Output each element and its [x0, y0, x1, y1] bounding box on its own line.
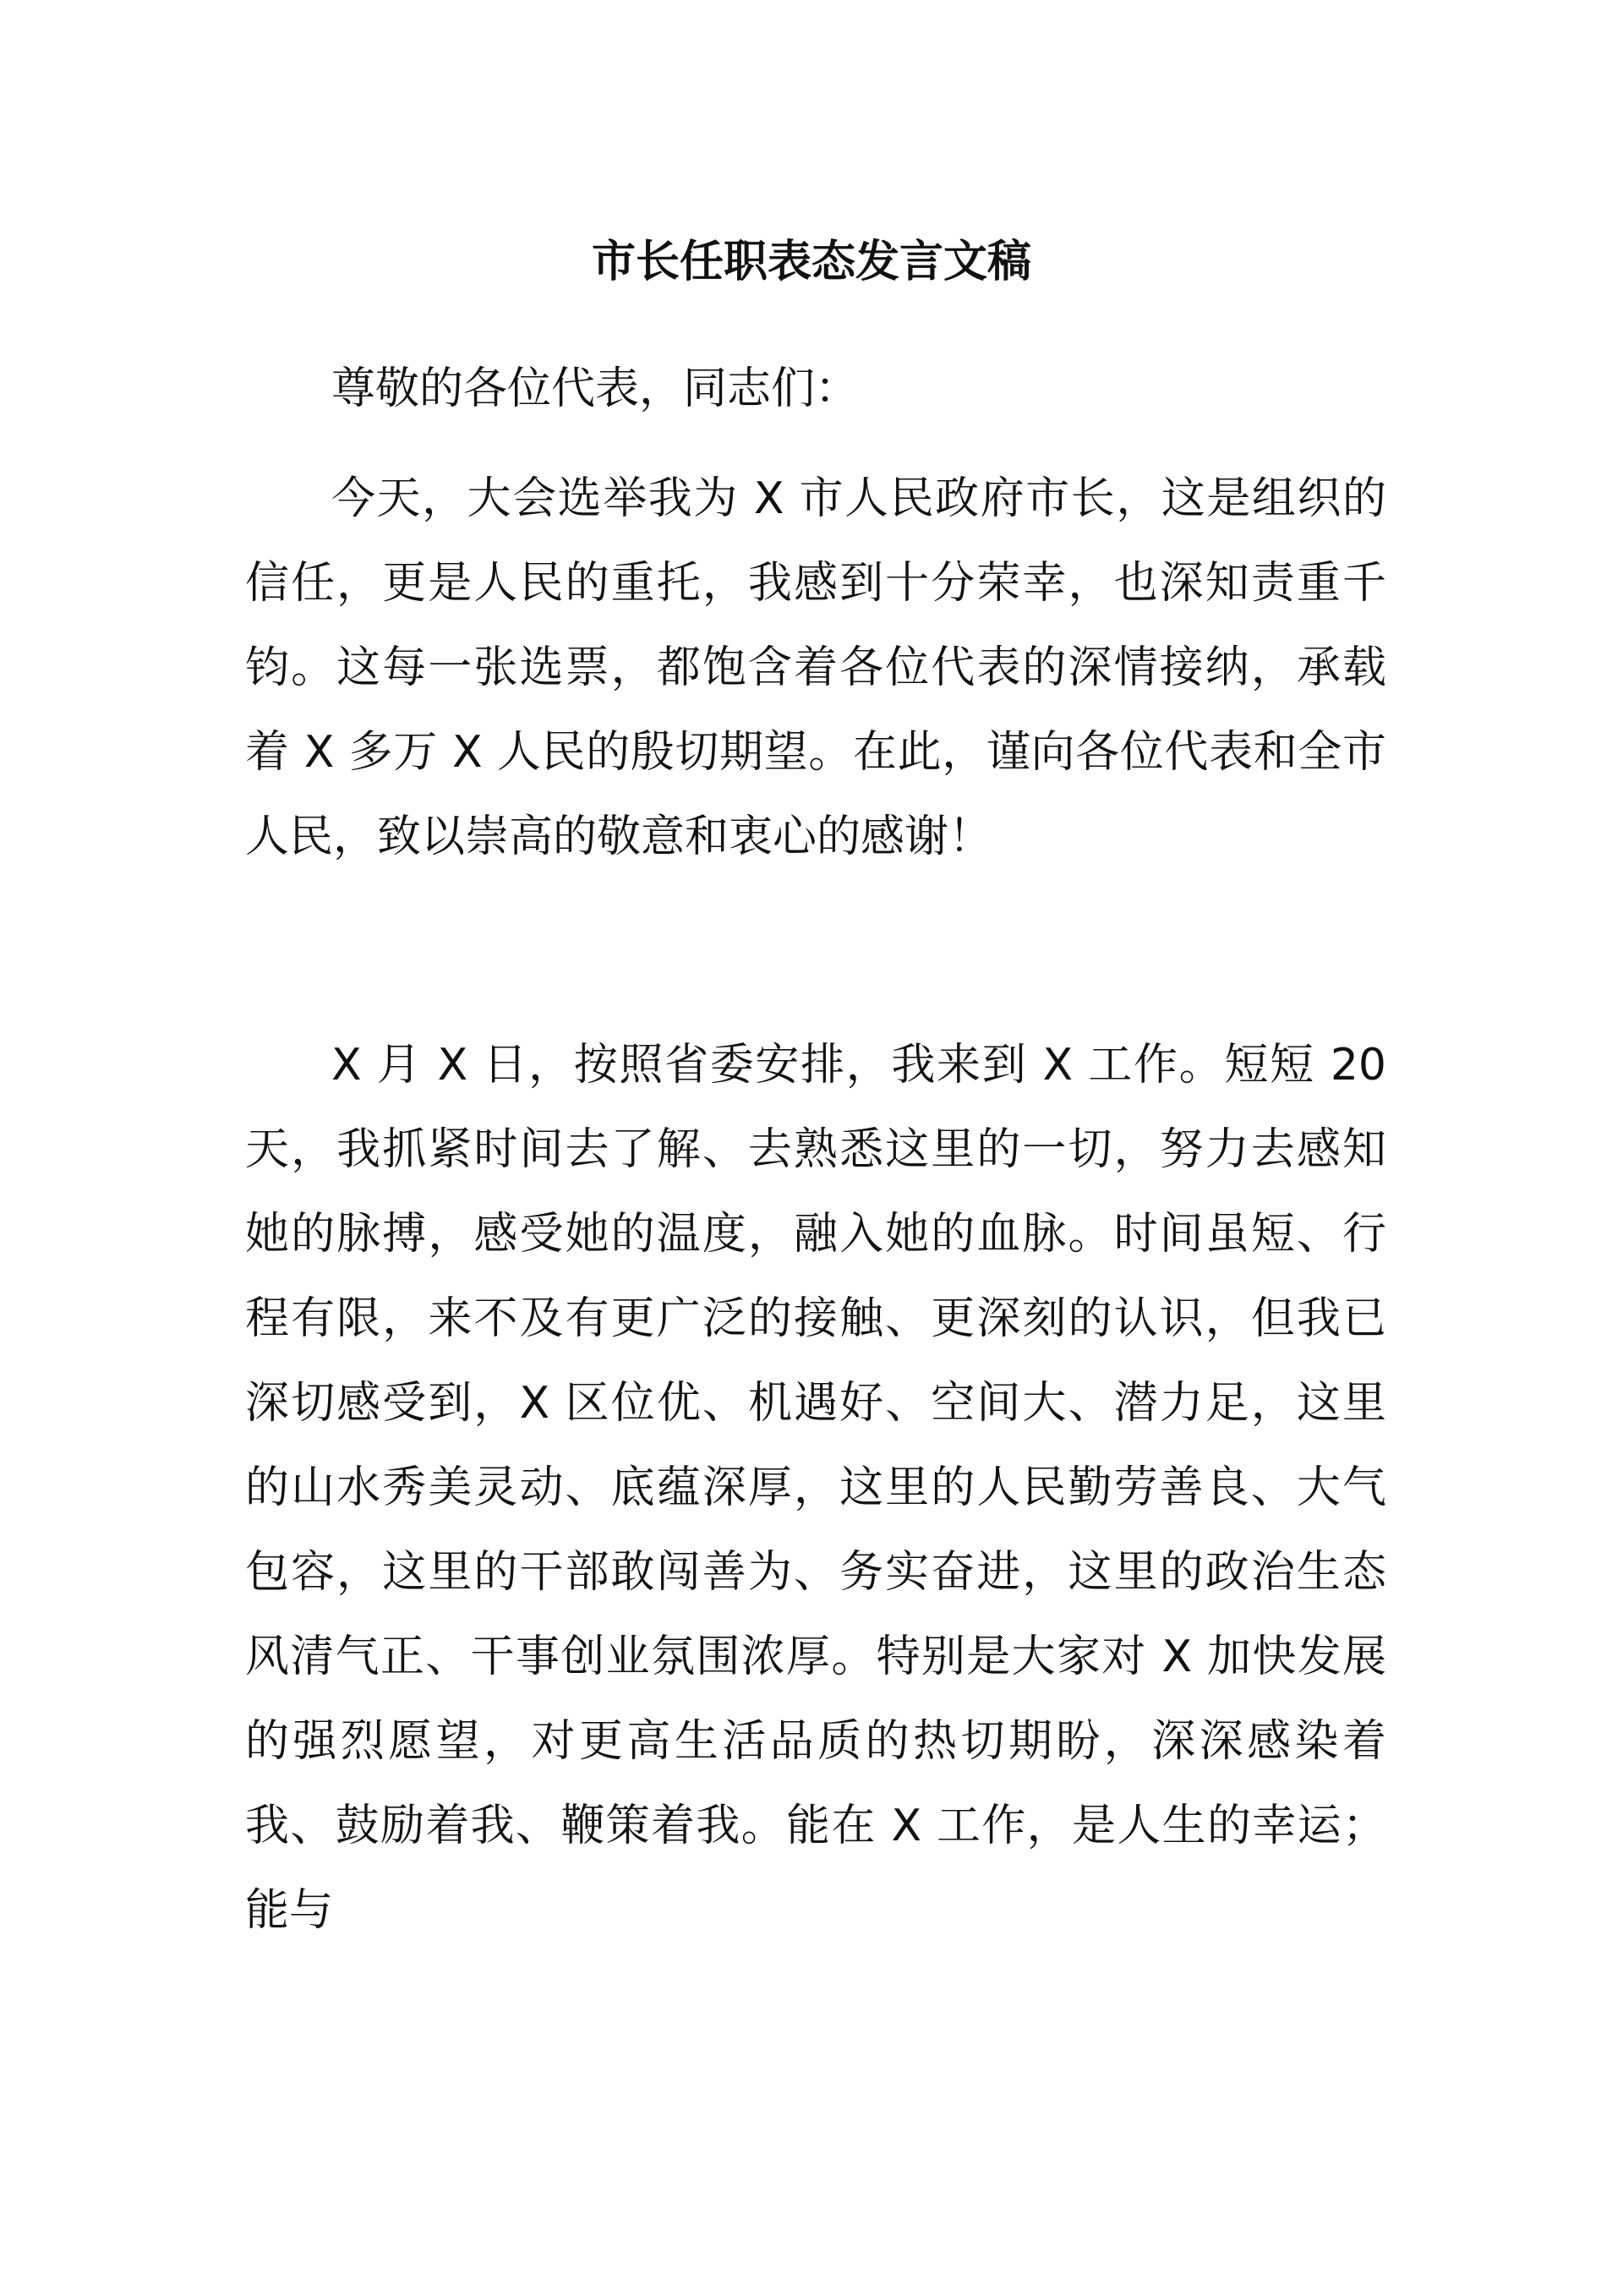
paragraph-1: 今天，大会选举我为 X 市人民政府市长，这是组织的信任，更是人民的重托，我感到十分荣幸，也深知责重千钧。这每一张选票，都饱含着各位代表的深情接纳，承载着 X 多万 X 人民的殷切期望。在此，谨向各位代表和全市人民，致以崇高的敬意和衷心的感谢！	[245, 473, 1386, 862]
paragraph-2: X 月 X 日，按照省委安排，我来到 X 工作。短短 20 天，我抓紧时间去了解、去熟悉这里的一切，努力去感知她的脉搏，感受她的温度，融入她的血脉。时间虽短、行程有限，来不及有更广泛的接触、更深刻的认识，但我已深切感受到，X 区位优、机遇好、空间大、潜力足，这里的山水秀美灵动、底蕴深厚，这里的人民勤劳善良、大气包容，这里的干部敢闯善为、务实奋进，这里的政治生态风清气正、干事创业氛围浓厚。特别是大家对 X 加快发展的强烈愿望，对更高生活品质的热切期盼，深深感染着我、鼓励着我、鞭策着我。能在 X 工作，是人生的幸运；能与	[245, 1040, 1386, 1936]
salutation: 尊敬的各位代表，同志们：	[331, 364, 860, 414]
document-title: 市长任职表态发言文稿	[591, 237, 1031, 287]
